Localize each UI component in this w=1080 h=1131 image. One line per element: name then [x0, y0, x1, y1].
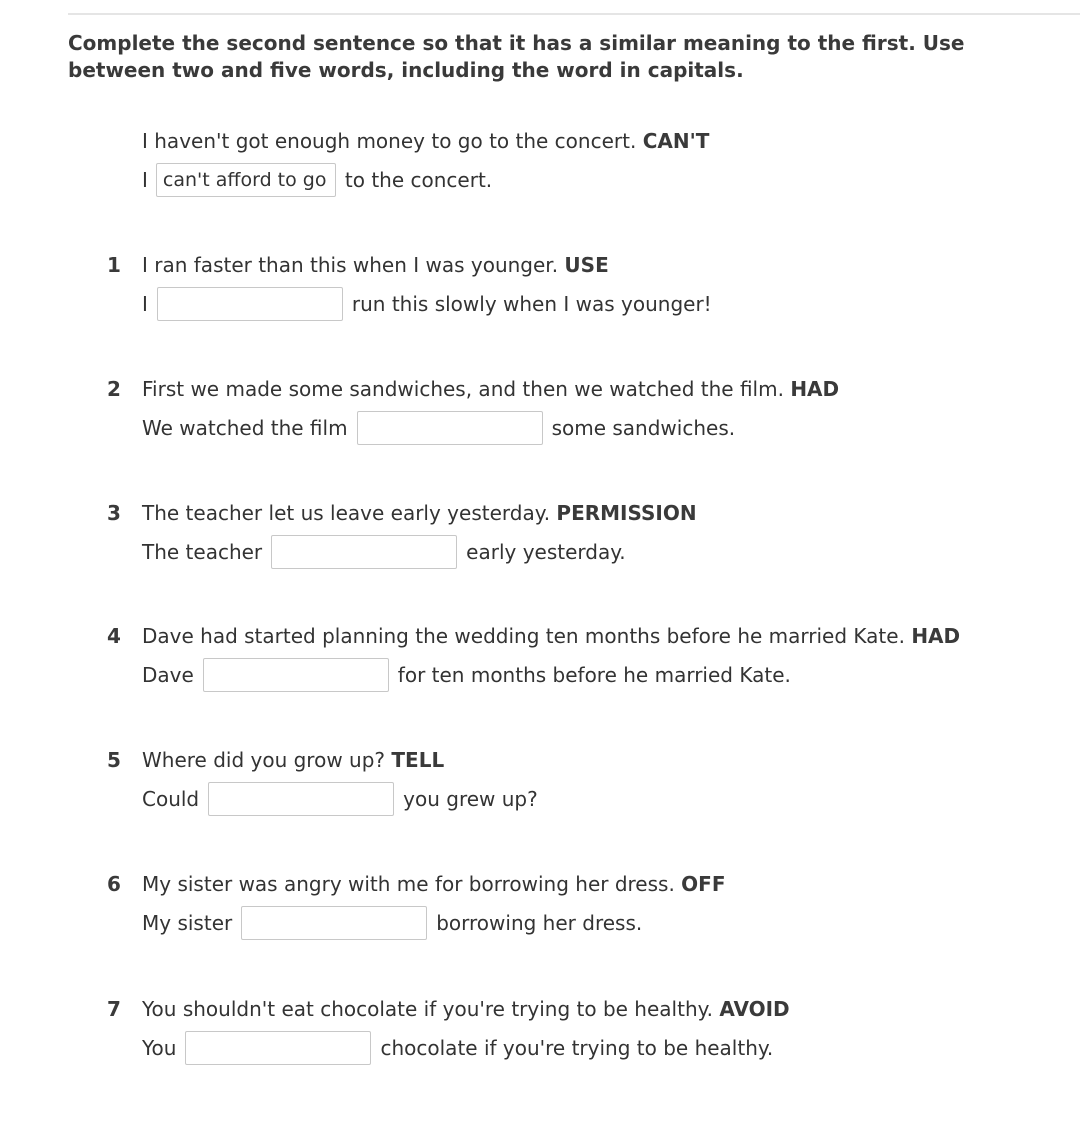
question-item-5: [0, 747, 1080, 817]
question-item-6: [0, 871, 1080, 941]
sentence-start: Dave: [142, 662, 194, 687]
prompt-text: First we made some sandwiches, and then we watched the film.: [142, 377, 784, 401]
sentence-start: The teacher: [142, 539, 263, 564]
example-answer-line: [142, 163, 492, 197]
answer-line: [142, 658, 791, 692]
example-item: [0, 128, 1080, 198]
keyword: HAD: [911, 624, 961, 648]
question-prompt: [142, 996, 790, 1023]
sentence-start: I: [142, 291, 148, 316]
prompt-text: I haven't got enough money to go to the concert.: [142, 129, 637, 153]
instructions: Complete the second sentence so that it has a similar meaning to the first. Use between two and five words, including the word in capitals.: [68, 31, 965, 82]
question-number: 4: [107, 624, 121, 648]
question-number: 1: [107, 253, 121, 277]
question-number: 6: [107, 872, 121, 896]
question-item-7: [0, 996, 1080, 1066]
prompt-text: I ran faster than this when I was younger.: [142, 253, 559, 277]
answer-line: [142, 535, 626, 569]
sentence-end: you grew up?: [403, 786, 538, 811]
top-divider: [68, 13, 1080, 15]
question-prompt: [142, 500, 697, 527]
prompt-text: My sister was angry with me for borrowing her dress.: [142, 872, 675, 896]
answer-line: [142, 1031, 773, 1065]
answer-line: [142, 906, 642, 940]
example-prompt: [142, 128, 709, 155]
question-item-2: [0, 376, 1080, 446]
answer-line: [142, 782, 538, 816]
prompt-text: The teacher let us leave early yesterday.: [142, 501, 551, 525]
keyword: AVOID: [719, 997, 790, 1021]
prompt-text: Where did you grow up?: [142, 748, 386, 772]
keyword: OFF: [681, 872, 726, 896]
sentence-start: Could: [142, 786, 200, 811]
question-number: 7: [107, 997, 121, 1021]
prompt-text: You shouldn't eat chocolate if you're trying to be healthy.: [142, 997, 713, 1021]
example-answer-input[interactable]: [156, 163, 336, 197]
answer-input-7[interactable]: [185, 1031, 371, 1065]
sentence-start: You: [142, 1035, 177, 1060]
sentence-start: My sister: [142, 910, 233, 935]
sentence-end: run this slowly when I was younger!: [351, 291, 712, 316]
answer-input-4[interactable]: [203, 658, 389, 692]
question-number: 3: [107, 501, 121, 525]
sentence-start: I: [142, 167, 148, 192]
question-item-4: [0, 623, 1080, 693]
question-prompt: [142, 747, 444, 774]
sentence-end: chocolate if you're trying to be healthy.: [380, 1035, 774, 1060]
answer-input-2[interactable]: [357, 411, 543, 445]
keyword: HAD: [790, 377, 840, 401]
prompt-text: Dave had started planning the wedding ten months before he married Kate.: [142, 624, 905, 648]
question-number: 2: [107, 377, 121, 401]
question-prompt: [142, 623, 960, 650]
answer-input-1[interactable]: [157, 287, 343, 321]
question-number: 5: [107, 748, 121, 772]
question-item-3: [0, 500, 1080, 570]
keyword: TELL: [391, 748, 445, 772]
sentence-end: some sandwiches.: [551, 415, 736, 440]
sentence-end: borrowing her dress.: [436, 910, 643, 935]
answer-input-3[interactable]: [271, 535, 457, 569]
keyword: USE: [564, 253, 609, 277]
keyword: CAN'T: [642, 129, 710, 153]
question-prompt: [142, 871, 726, 898]
sentence-end: early yesterday.: [466, 539, 626, 564]
answer-input-5[interactable]: [208, 782, 394, 816]
answer-line: [142, 287, 712, 321]
answer-line: [142, 411, 735, 445]
sentence-end: to the concert.: [344, 167, 493, 192]
sentence-end: for ten months before he married Kate.: [397, 662, 791, 687]
question-prompt: [142, 376, 839, 403]
question-prompt: [142, 252, 609, 279]
question-item-1: [0, 252, 1080, 322]
answer-input-6[interactable]: [241, 906, 427, 940]
keyword: PERMISSION: [556, 501, 697, 525]
sentence-start: We watched the film: [142, 415, 348, 440]
